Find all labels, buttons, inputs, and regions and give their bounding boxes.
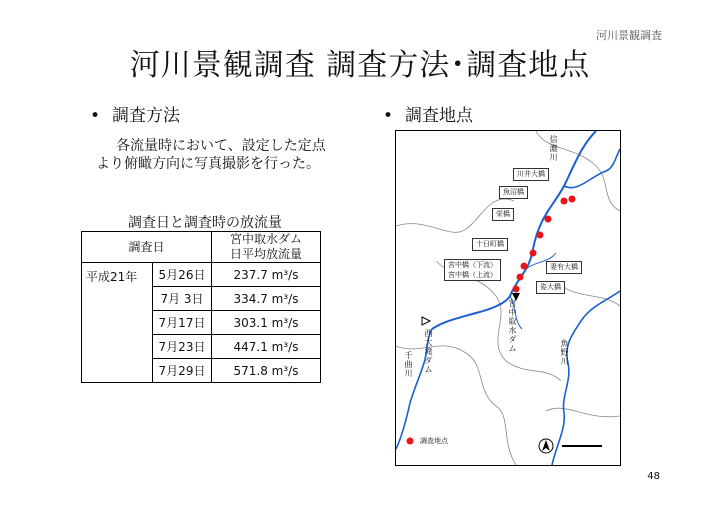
scale-bar <box>562 445 602 447</box>
label-miyanaka-down: 宮中橋（下流） <box>448 261 497 269</box>
label-miyanaka <box>444 259 501 281</box>
survey-point <box>517 274 524 281</box>
flow-table <box>81 231 321 383</box>
survey-point <box>521 263 528 270</box>
table-header-row <box>82 232 321 263</box>
label-kawai: 川井大橋 <box>513 168 549 181</box>
year-cell: 平成21年 <box>82 263 153 383</box>
map-canvas <box>396 131 620 465</box>
label-uono-river: 魚野川 <box>560 339 569 366</box>
bullet-location-label: 調査地点 <box>405 106 474 126</box>
survey-point <box>513 286 520 293</box>
label-shinano-river: 信濃川 <box>549 135 558 162</box>
header-flow-line-1: 宮中取水ダム <box>229 232 302 246</box>
bullet-location <box>383 101 473 126</box>
label-miyanaka-dam: 宮中取水ダム <box>508 299 517 353</box>
table-title: 調査日と調査時の放流量 <box>128 215 282 231</box>
label-tsumari: 妻有大橋 <box>546 261 582 274</box>
label-sakae: 栄橋 <box>492 208 514 221</box>
boundary-line <box>396 346 516 465</box>
flow-cell: 334.7 m³/s <box>212 287 321 311</box>
bullet-method-label: 調査方法 <box>112 106 181 126</box>
page-title: 河川景観調査 調査方法･調査地点 <box>129 48 591 83</box>
survey-point <box>537 232 544 239</box>
label-tokamachi: 十日町橋 <box>472 238 508 251</box>
header-flow-line-2: 日平均放流量 <box>229 247 302 261</box>
method-description <box>96 137 326 173</box>
flow-cell: 571.8 m³/s <box>212 359 321 383</box>
bullet-icon: • <box>383 106 394 126</box>
header-tag: 河川景観調査 <box>596 29 662 42</box>
table-row <box>82 263 321 287</box>
boundary-line <box>556 281 620 306</box>
survey-map <box>395 130 621 466</box>
survey-point <box>545 216 552 223</box>
dam-marker <box>422 317 430 325</box>
label-miyanaka-up: 宮中橋（上流） <box>448 271 497 279</box>
date-cell: 7月29日 <box>153 359 212 383</box>
legend-point-icon <box>407 438 414 445</box>
label-ane: 姿大橋 <box>536 281 565 294</box>
header-date: 調査日 <box>82 232 212 263</box>
uono-river <box>552 291 620 465</box>
label-nishi-otaki-dam: 西大滝ダム <box>424 329 433 374</box>
flow-cell: 237.7 m³/s <box>212 263 321 287</box>
boundary-line <box>546 408 620 417</box>
survey-point <box>561 198 568 205</box>
date-cell: 7月 3日 <box>153 287 212 311</box>
date-cell: 5月26日 <box>153 263 212 287</box>
label-chikuma-river: 千曲川 <box>404 351 413 378</box>
flow-cell: 447.1 m³/s <box>212 335 321 359</box>
bullet-icon: • <box>90 106 101 126</box>
survey-point <box>569 196 576 203</box>
survey-point <box>530 250 537 257</box>
desc-line-2: より俯瞰方向に写真撮影を行った。 <box>96 156 320 172</box>
flow-cell: 303.1 m³/s <box>212 311 321 335</box>
label-jonan: 魚沼橋 <box>499 186 528 199</box>
header-flow <box>212 232 321 263</box>
bullet-method <box>90 101 180 126</box>
page-number: 48 <box>647 471 660 482</box>
legend-label: 調査地点 <box>420 437 448 445</box>
date-cell: 7月23日 <box>153 335 212 359</box>
date-cell: 7月17日 <box>153 311 212 335</box>
desc-line-1: 各流量時において、設定した定点 <box>116 138 326 154</box>
